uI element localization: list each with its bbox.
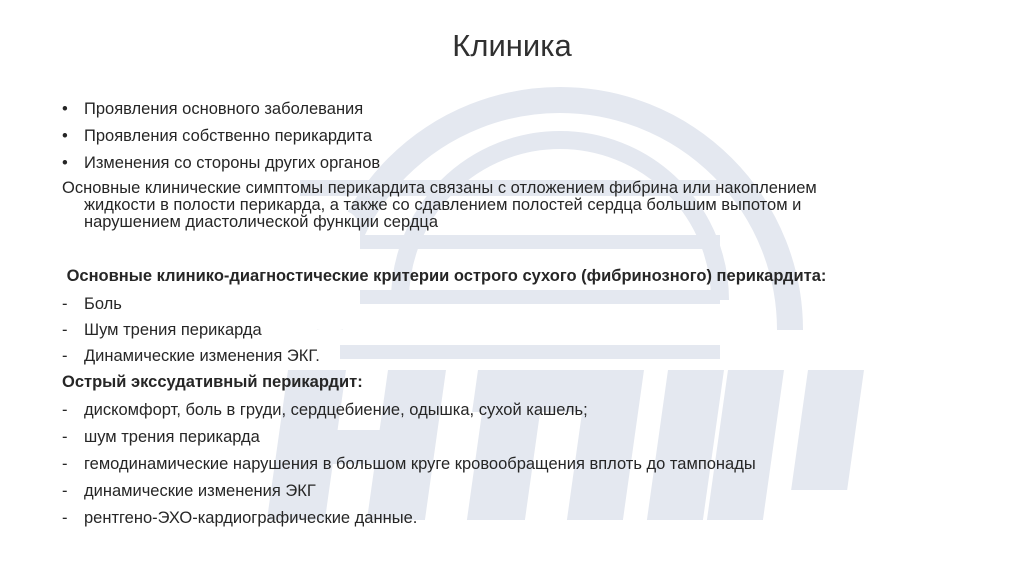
summary-paragraph xyxy=(62,180,942,231)
bullet-text: Проявления собственно перикардита xyxy=(84,127,373,145)
dash-text: Боль xyxy=(84,295,122,313)
bullet-text: Изменения со стороны других органов xyxy=(84,154,381,172)
dash-item xyxy=(62,427,260,447)
dash-item xyxy=(62,294,122,314)
bullet-text: Проявления основного заболевания xyxy=(84,100,364,118)
paragraph-line: жидкости в полости перикарда, а также со сдавлением полостей сердца большим выпотом и xyxy=(84,196,802,214)
exudative-pericarditis-heading: Острый экссудативный перикардит: xyxy=(62,373,363,391)
dash-item xyxy=(62,454,756,474)
dash-marker: - xyxy=(62,295,68,313)
bullet-item xyxy=(62,99,363,119)
dash-text: дискомфорт, боль в груди, сердцебиение, одышка, сухой кашель; xyxy=(84,401,588,419)
dry-pericarditis-heading: Основные клинико-диагностические критерии острого сухого (фибринозного) перикардита: xyxy=(62,267,827,285)
bullet-marker: • xyxy=(62,127,68,145)
bullet-item xyxy=(62,153,380,173)
dash-marker: - xyxy=(62,401,68,419)
dash-text: Шум трения перикарда xyxy=(84,321,262,339)
dash-item xyxy=(62,481,316,501)
dash-text: гемодинамические нарушения в большом круге кровообращения вплоть до тампонады xyxy=(84,455,756,473)
dash-text: рентгено-ЭХО-кардиографические данные. xyxy=(84,509,418,527)
paragraph-line: Основные клинические симптомы перикардита связаны с отложением фибрина или накоплением xyxy=(62,179,817,197)
dash-item xyxy=(62,508,417,528)
paragraph-line: нарушением диастолической функции сердца xyxy=(84,213,439,231)
dash-text: шум трения перикарда xyxy=(84,428,260,446)
dash-marker: - xyxy=(62,428,68,446)
bullet-marker: • xyxy=(62,154,68,172)
dash-text: Динамические изменения ЭКГ. xyxy=(84,347,320,365)
dash-text: динамические изменения ЭКГ xyxy=(84,482,316,500)
dash-marker: - xyxy=(62,455,68,473)
dash-item xyxy=(62,320,262,340)
dash-marker: - xyxy=(62,321,68,339)
dash-marker: - xyxy=(62,482,68,500)
slide-title: Клиника xyxy=(452,28,572,63)
bullet-item xyxy=(62,126,372,146)
dash-marker: - xyxy=(62,347,68,365)
dash-item xyxy=(62,346,320,366)
dash-item xyxy=(62,400,588,420)
bullet-marker: • xyxy=(62,100,68,118)
dash-marker: - xyxy=(62,509,68,527)
